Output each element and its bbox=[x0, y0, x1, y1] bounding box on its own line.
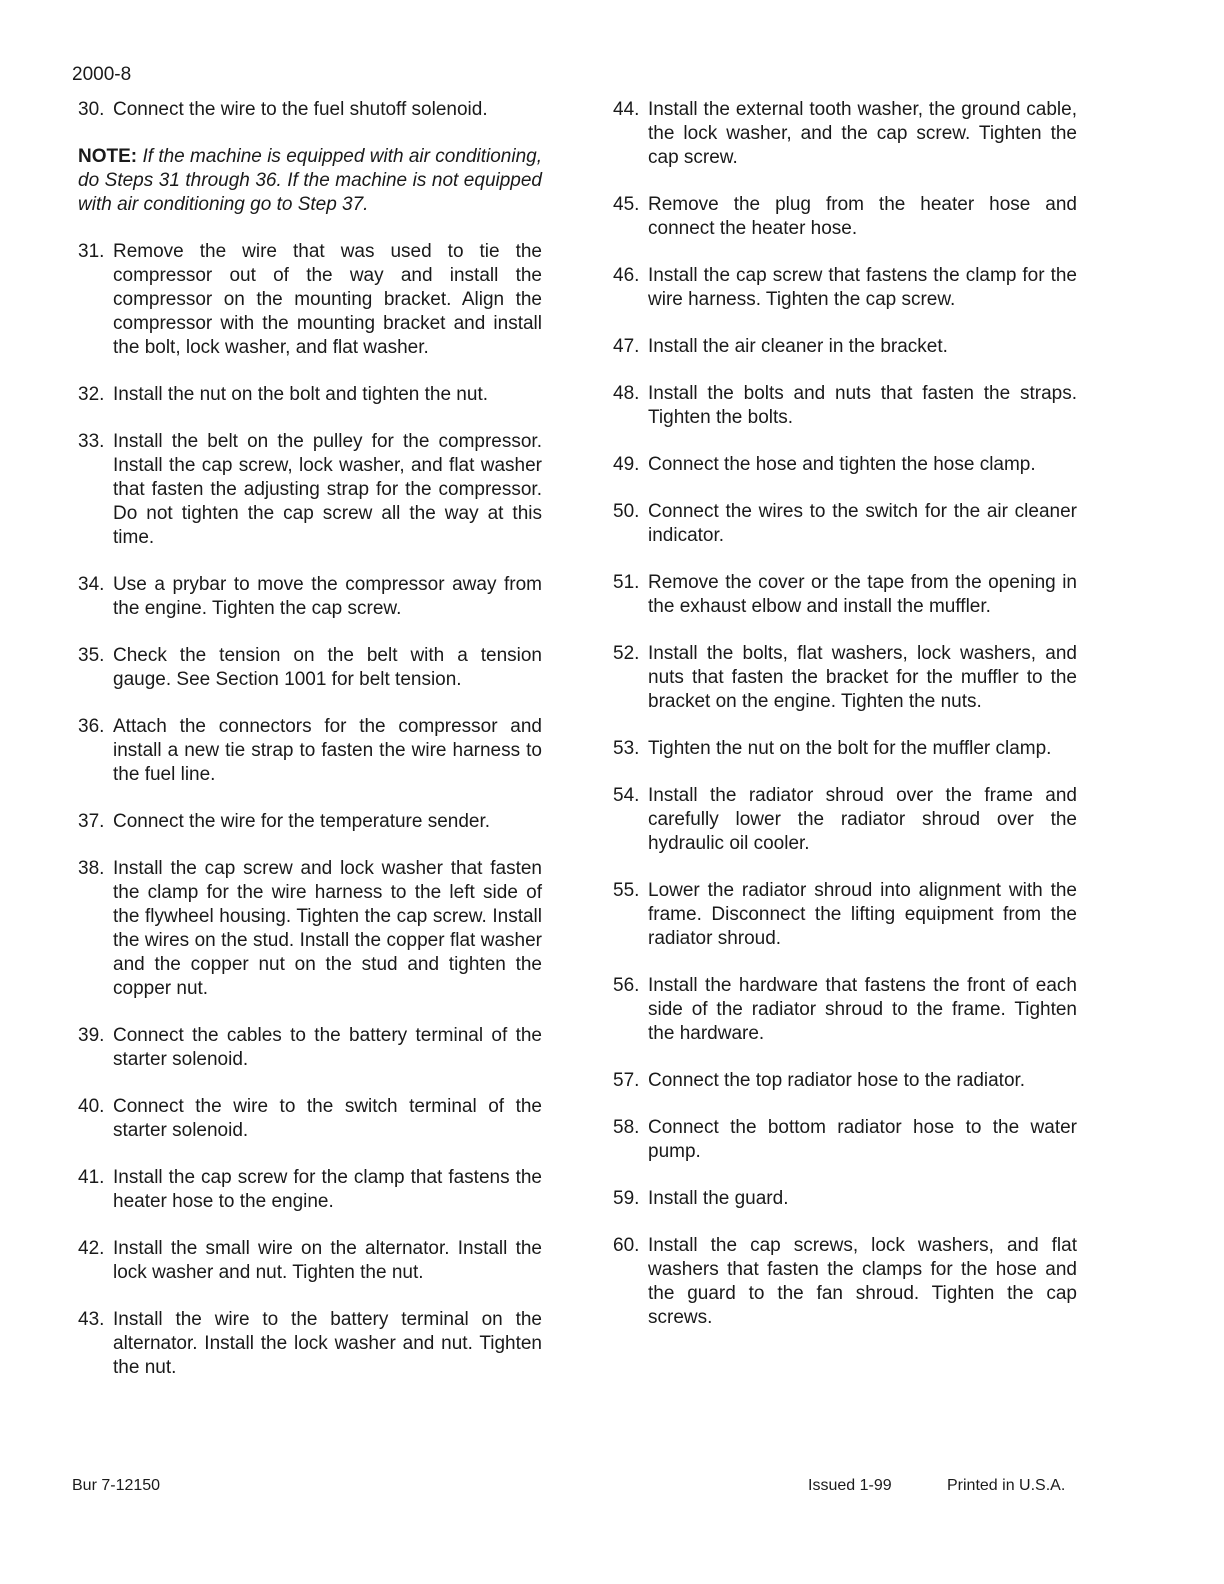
step-text: Remove the cover or the tape from the opening in the exhaust elbow and install the muffler. bbox=[648, 572, 1077, 617]
step-52 bbox=[613, 642, 1077, 714]
step-60 bbox=[613, 1234, 1077, 1330]
step-46 bbox=[613, 264, 1077, 312]
right-column bbox=[613, 98, 1077, 1353]
note-text: If the machine is equipped with air conditioning, do Steps 31 through 36. If the machine is not equipped with air conditioning go to Step 37. bbox=[78, 146, 542, 215]
step-text: Install the cap screw for the clamp that fastens the heater hose to the engine. bbox=[113, 1167, 542, 1212]
step-text: Install the air cleaner in the bracket. bbox=[648, 336, 948, 357]
step-41 bbox=[78, 1166, 542, 1214]
step-40 bbox=[78, 1095, 542, 1143]
step-number: 37. bbox=[78, 811, 105, 832]
step-text: Install the bolts and nuts that fasten the straps. Tighten the bolts. bbox=[648, 383, 1077, 428]
step-37 bbox=[78, 810, 542, 834]
step-32 bbox=[78, 383, 542, 407]
step-number: 52. bbox=[613, 643, 640, 664]
note-label: NOTE: bbox=[78, 146, 138, 167]
step-number: 44. bbox=[613, 99, 640, 120]
step-number: 50. bbox=[613, 501, 640, 522]
footer-issued-date: Issued 1-99 bbox=[808, 1477, 892, 1494]
step-number: 58. bbox=[613, 1117, 640, 1138]
step-number: 51. bbox=[613, 572, 640, 593]
step-number: 55. bbox=[613, 880, 640, 901]
step-number: 53. bbox=[613, 738, 640, 759]
step-31 bbox=[78, 240, 542, 360]
step-text: Connect the hose and tighten the hose clamp. bbox=[648, 454, 1036, 475]
step-58 bbox=[613, 1116, 1077, 1164]
step-38 bbox=[78, 857, 542, 1001]
step-number: 32. bbox=[78, 384, 105, 405]
footer-doc-number: Bur 7-12150 bbox=[72, 1477, 161, 1494]
step-text: Install the guard. bbox=[648, 1188, 789, 1209]
step-34 bbox=[78, 573, 542, 621]
step-text: Install the bolts, flat washers, lock washers, and nuts that fasten the bracket for the muffler to the bracket on the engine. Tighten the nuts. bbox=[648, 643, 1077, 712]
step-57 bbox=[613, 1069, 1077, 1093]
step-text: Install the cap screw and lock washer that fasten the clamp for the wire harness to the left side of the flywheel housing. Tighten the cap screw. Install the wires on the stud. Install the copper flat washer and the copper nut on the stud and tighten the copper nut. bbox=[113, 858, 542, 999]
step-text: Install the cap screw that fastens the clamp for the wire harness. Tighten the cap screw. bbox=[648, 265, 1077, 310]
step-text: Install the nut on the bolt and tighten the nut. bbox=[113, 384, 488, 405]
step-55 bbox=[613, 879, 1077, 951]
step-number: 54. bbox=[613, 785, 640, 806]
step-number: 57. bbox=[613, 1070, 640, 1091]
step-text: Install the hardware that fastens the front of each side of the radiator shroud to the frame. Tighten the hardware. bbox=[648, 975, 1077, 1044]
step-number: 31. bbox=[78, 241, 105, 262]
step-number: 56. bbox=[613, 975, 640, 996]
step-59 bbox=[613, 1187, 1077, 1211]
step-number: 60. bbox=[613, 1235, 640, 1256]
step-number: 40. bbox=[78, 1096, 105, 1117]
step-text: Install the wire to the battery terminal on the alternator. Install the lock washer and nut. Tighten the nut. bbox=[113, 1309, 542, 1378]
step-text: Connect the bottom radiator hose to the water pump. bbox=[648, 1117, 1077, 1162]
step-number: 48. bbox=[613, 383, 640, 404]
step-text: Connect the top radiator hose to the radiator. bbox=[648, 1070, 1026, 1091]
step-number: 47. bbox=[613, 336, 640, 357]
step-44 bbox=[613, 98, 1077, 170]
step-49 bbox=[613, 453, 1077, 477]
step-text: Check the tension on the belt with a tension gauge. See Section 1001 for belt tension. bbox=[113, 645, 542, 690]
step-number: 36. bbox=[78, 716, 105, 737]
step-number: 33. bbox=[78, 431, 105, 452]
step-text: Install the radiator shroud over the frame and carefully lower the radiator shroud over the hydraulic oil cooler. bbox=[648, 785, 1077, 854]
note bbox=[78, 145, 542, 217]
step-50 bbox=[613, 500, 1077, 548]
step-text: Connect the cables to the battery terminal of the starter solenoid. bbox=[113, 1025, 542, 1070]
step-text: Connect the wires to the switch for the air cleaner indicator. bbox=[648, 501, 1077, 546]
footer-printed-in: Printed in U.S.A. bbox=[947, 1477, 1066, 1494]
step-number: 49. bbox=[613, 454, 640, 475]
step-text: Attach the connectors for the compressor and install a new tie strap to fasten the wire harness to the fuel line. bbox=[113, 716, 542, 785]
step-number: 38. bbox=[78, 858, 105, 879]
step-number: 34. bbox=[78, 574, 105, 595]
step-text: Remove the plug from the heater hose and connect the heater hose. bbox=[648, 194, 1077, 239]
step-text: Install the small wire on the alternator. Install the lock washer and nut. Tighten the nut. bbox=[113, 1238, 542, 1283]
step-48 bbox=[613, 382, 1077, 430]
step-number: 45. bbox=[613, 194, 640, 215]
step-30 bbox=[78, 98, 542, 122]
left-column bbox=[78, 98, 542, 1403]
step-47 bbox=[613, 335, 1077, 359]
step-text: Install the belt on the pulley for the compressor. Install the cap screw, lock washer, and flat washer that fasten the adjusting strap for the compressor. Do not tighten the cap screw all the way at this time. bbox=[113, 431, 542, 548]
step-text: Use a prybar to move the compressor away from the engine. Tighten the cap screw. bbox=[113, 574, 542, 619]
step-36 bbox=[78, 715, 542, 787]
step-51 bbox=[613, 571, 1077, 619]
step-39 bbox=[78, 1024, 542, 1072]
step-42 bbox=[78, 1237, 542, 1285]
step-33 bbox=[78, 430, 542, 550]
step-number: 30. bbox=[78, 99, 105, 120]
step-54 bbox=[613, 784, 1077, 856]
step-number: 42. bbox=[78, 1238, 105, 1259]
step-number: 59. bbox=[613, 1188, 640, 1209]
page-number: 2000-8 bbox=[72, 64, 132, 85]
step-text: Remove the wire that was used to tie the compressor out of the way and install the compressor on the mounting bracket. Align the compressor with the mounting bracket and install the bolt, lock washer, and flat washer. bbox=[113, 241, 542, 358]
step-43 bbox=[78, 1308, 542, 1380]
step-text: Install the cap screws, lock washers, and flat washers that fasten the clamps for the hose and the guard to the fan shroud. Tighten the cap screws. bbox=[648, 1235, 1077, 1328]
step-number: 41. bbox=[78, 1167, 105, 1188]
step-text: Connect the wire to the fuel shutoff solenoid. bbox=[113, 99, 488, 120]
step-56 bbox=[613, 974, 1077, 1046]
step-number: 46. bbox=[613, 265, 640, 286]
step-text: Connect the wire for the temperature sender. bbox=[113, 811, 491, 832]
step-35 bbox=[78, 644, 542, 692]
step-text: Lower the radiator shroud into alignment with the frame. Disconnect the lifting equipment from the radiator shroud. bbox=[648, 880, 1077, 949]
step-number: 43. bbox=[78, 1309, 105, 1330]
step-text: Install the external tooth washer, the ground cable, the lock washer, and the cap screw. Tighten the cap screw. bbox=[648, 99, 1077, 168]
step-45 bbox=[613, 193, 1077, 241]
step-number: 35. bbox=[78, 645, 105, 666]
step-text: Connect the wire to the switch terminal of the starter solenoid. bbox=[113, 1096, 542, 1141]
step-text: Tighten the nut on the bolt for the muffler clamp. bbox=[648, 738, 1052, 759]
step-number: 39. bbox=[78, 1025, 105, 1046]
step-53 bbox=[613, 737, 1077, 761]
